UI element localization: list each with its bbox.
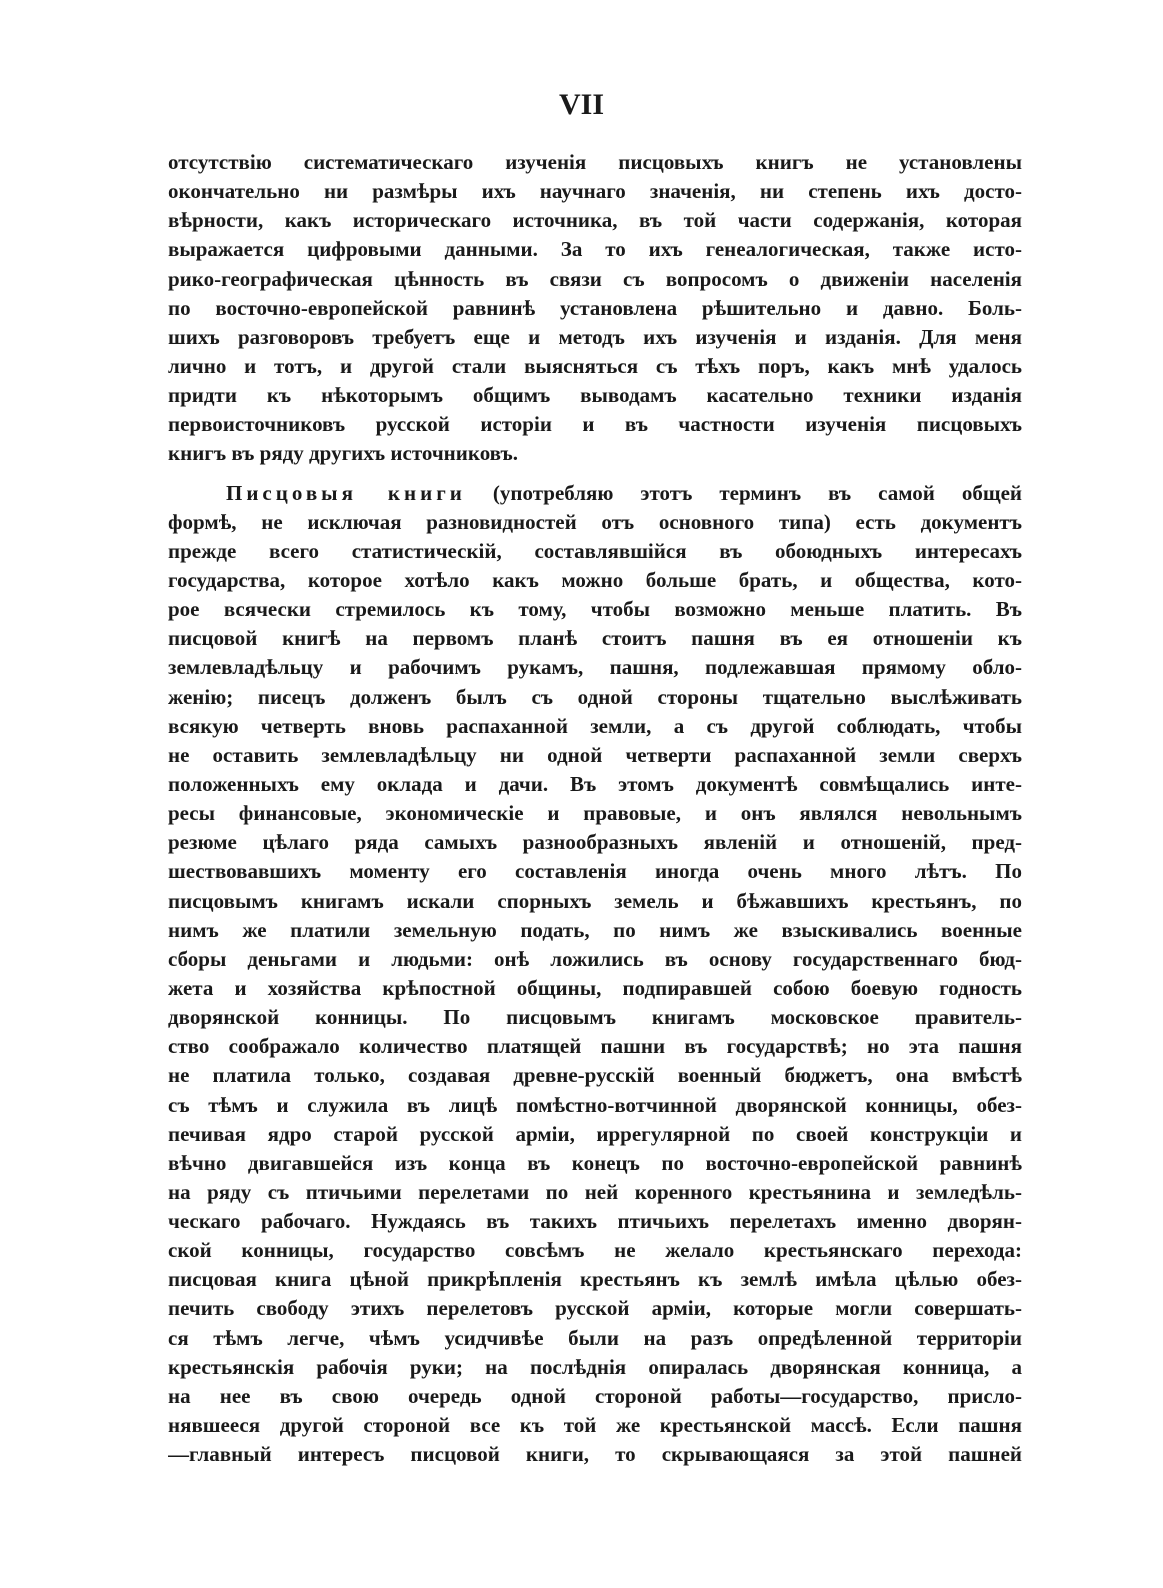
text-line: всякую четверть вновь распаханной земли, а съ другой соблюдать, чтобы xyxy=(168,713,1022,738)
text-line: рое всячески стремилось къ тому, чтобы возможно меньше платить. Въ xyxy=(168,597,1022,622)
text-line: нявшееся другой стороной все къ той же крестьянской массѣ. Если пашня xyxy=(168,1413,1022,1438)
paragraph-2 xyxy=(168,479,1022,1470)
text-line: ся тѣмъ легче, чѣмъ усидчивѣе были на разъ опредѣленной территоріи xyxy=(168,1325,1022,1350)
text-line: не платила только, создавая древне-русскій военный бюджетъ, она вмѣстѣ xyxy=(168,1063,1022,1088)
text-line: ской конницы, государство совсѣмъ не желало крестьянскаго перехода: xyxy=(168,1238,1022,1263)
text-line: шихъ разговоровъ требуетъ еще и методъ ихъ изученія и изданія. Для меня xyxy=(168,324,1022,349)
text-line: отсутствію систематическаго изученія писцовыхъ книгъ не установлены xyxy=(168,150,1022,174)
text-line: писцовой книгѣ на первомъ планѣ стоитъ пашня въ ея отношеніи къ xyxy=(168,626,1022,651)
text-line: выражается цифровыми данными. За то ихъ генеалогическая, также исто- xyxy=(168,237,1022,262)
text-line: формѣ, не исключая разновидностей отъ основного типа) есть документъ xyxy=(168,509,1022,534)
first-line-rest: (употребляю этотъ терминъ въ самой общей xyxy=(465,480,1022,505)
emphasis-term: Писцовыя книги xyxy=(226,480,466,505)
text-line: печить свободу этихъ перелетовъ русской арміи, которые могли совершать- xyxy=(168,1296,1022,1321)
text-line: лично и тотъ, и другой стали выясняться съ тѣхъ поръ, какъ мнѣ удалось xyxy=(168,353,1022,378)
paragraph-gap xyxy=(168,469,1022,479)
text-line: резюме цѣлаго ряда самыхъ разнообразныхъ явленій и отношеній, пред- xyxy=(168,830,1022,855)
text-line: женію; писецъ долженъ былъ съ одной стороны тщательно выслѣживать xyxy=(168,684,1022,709)
text-line: ресы финансовые, экономическіе и правовые, и онъ являлся невольнымъ xyxy=(168,801,1022,826)
text-line: крестьянскія рабочія руки; на послѣднія опиралась дворянская конница, а xyxy=(168,1354,1022,1379)
text-line: прежде всего статистическій, составлявшійся въ обоюдныхъ интересахъ xyxy=(168,538,1022,563)
text-line: по восточно-европейской равнинѣ установлена рѣшительно и давно. Боль- xyxy=(168,295,1022,320)
text-line: государства, которое хотѣло какъ можно больше брать, и общества, кото- xyxy=(168,567,1022,592)
text-line: жета и хозяйства крѣпостной общины, подпиравшей собою боевую годность xyxy=(168,975,1022,1000)
text-line: нимъ же платили земельную подать, по нимъ же взыскивались военные xyxy=(168,917,1022,942)
text-line: вѣрности, какъ историческаго источника, въ той части содержанія, которая xyxy=(168,208,1022,233)
text-line: писцовымъ книгамъ искали спорныхъ земель и бѣжавшихъ крестьянъ, по xyxy=(168,888,1022,913)
paragraph-1 xyxy=(168,148,1022,469)
text-line: на ряду съ птичьими перелетами по ней коренного крестьянина и земледѣль- xyxy=(168,1179,1022,1204)
text-line: шествовавшихъ моменту его составленія иногда очень много лѣтъ. По xyxy=(168,859,1022,884)
text-line: —главный интересъ писцовой книги, то скрывающаяся за этой пашней xyxy=(168,1442,1022,1467)
text-line: писцовая книга цѣной прикрѣпленія крестьянъ къ землѣ имѣла цѣлью обез- xyxy=(168,1267,1022,1292)
text-line: съ тѣмъ и служила въ лицѣ помѣстно-вотчинной дворянской конницы, обез- xyxy=(168,1092,1022,1117)
text-line: на нее въ свою очередь одной стороной работы—государство, присло- xyxy=(168,1383,1022,1408)
text-line: положенныхъ ему оклада и дачи. Въ этомъ документѣ совмѣщались инте- xyxy=(168,771,1022,796)
text-line: не оставить землевладѣльцу ни одной четверти распаханной земли сверхъ xyxy=(168,742,1022,767)
text-line: дворянской конницы. По писцовымъ книгамъ московское правитель- xyxy=(168,1005,1022,1030)
page-number: VII xyxy=(558,88,604,121)
text-line: землевладѣльцу и рабочимъ рукамъ, пашня, подлежавшая прямому обло- xyxy=(168,655,1022,680)
paragraph-2-first-line xyxy=(168,479,1022,508)
text-line: сборы деньгами и людьми: онѣ ложились въ основу государственнаго бюд- xyxy=(168,946,1022,971)
text-line: рико-географическая цѣнность въ связи съ вопросомъ о движеніи населенія xyxy=(168,266,1022,291)
text-line: книгъ въ ряду другихъ источниковъ. xyxy=(168,441,518,466)
text-line: ство соображало количество платящей пашни въ государствѣ; но эта пашня xyxy=(168,1034,1022,1059)
text-line: вѣчно двигавшейся изъ конца въ конецъ по восточно-европейской равнинѣ xyxy=(168,1150,1022,1175)
body-text xyxy=(168,148,1022,1469)
text-line: окончательно ни размѣры ихъ научнаго значенія, ни степень ихъ досто- xyxy=(168,179,1022,204)
text-line: ческаго рабочаго. Нуждаясь въ такихъ птичьихъ перелетахъ именно дворян- xyxy=(168,1209,1022,1234)
text-line: первоисточниковъ русской исторіи и въ частности изученія писцовыхъ xyxy=(168,412,1022,437)
text-line: придти къ нѣкоторымъ общимъ выводамъ касательно техники изданія xyxy=(168,383,1022,408)
text-line: печивая ядро старой русской арміи, иррегулярной по своей конструкціи и xyxy=(168,1121,1022,1146)
